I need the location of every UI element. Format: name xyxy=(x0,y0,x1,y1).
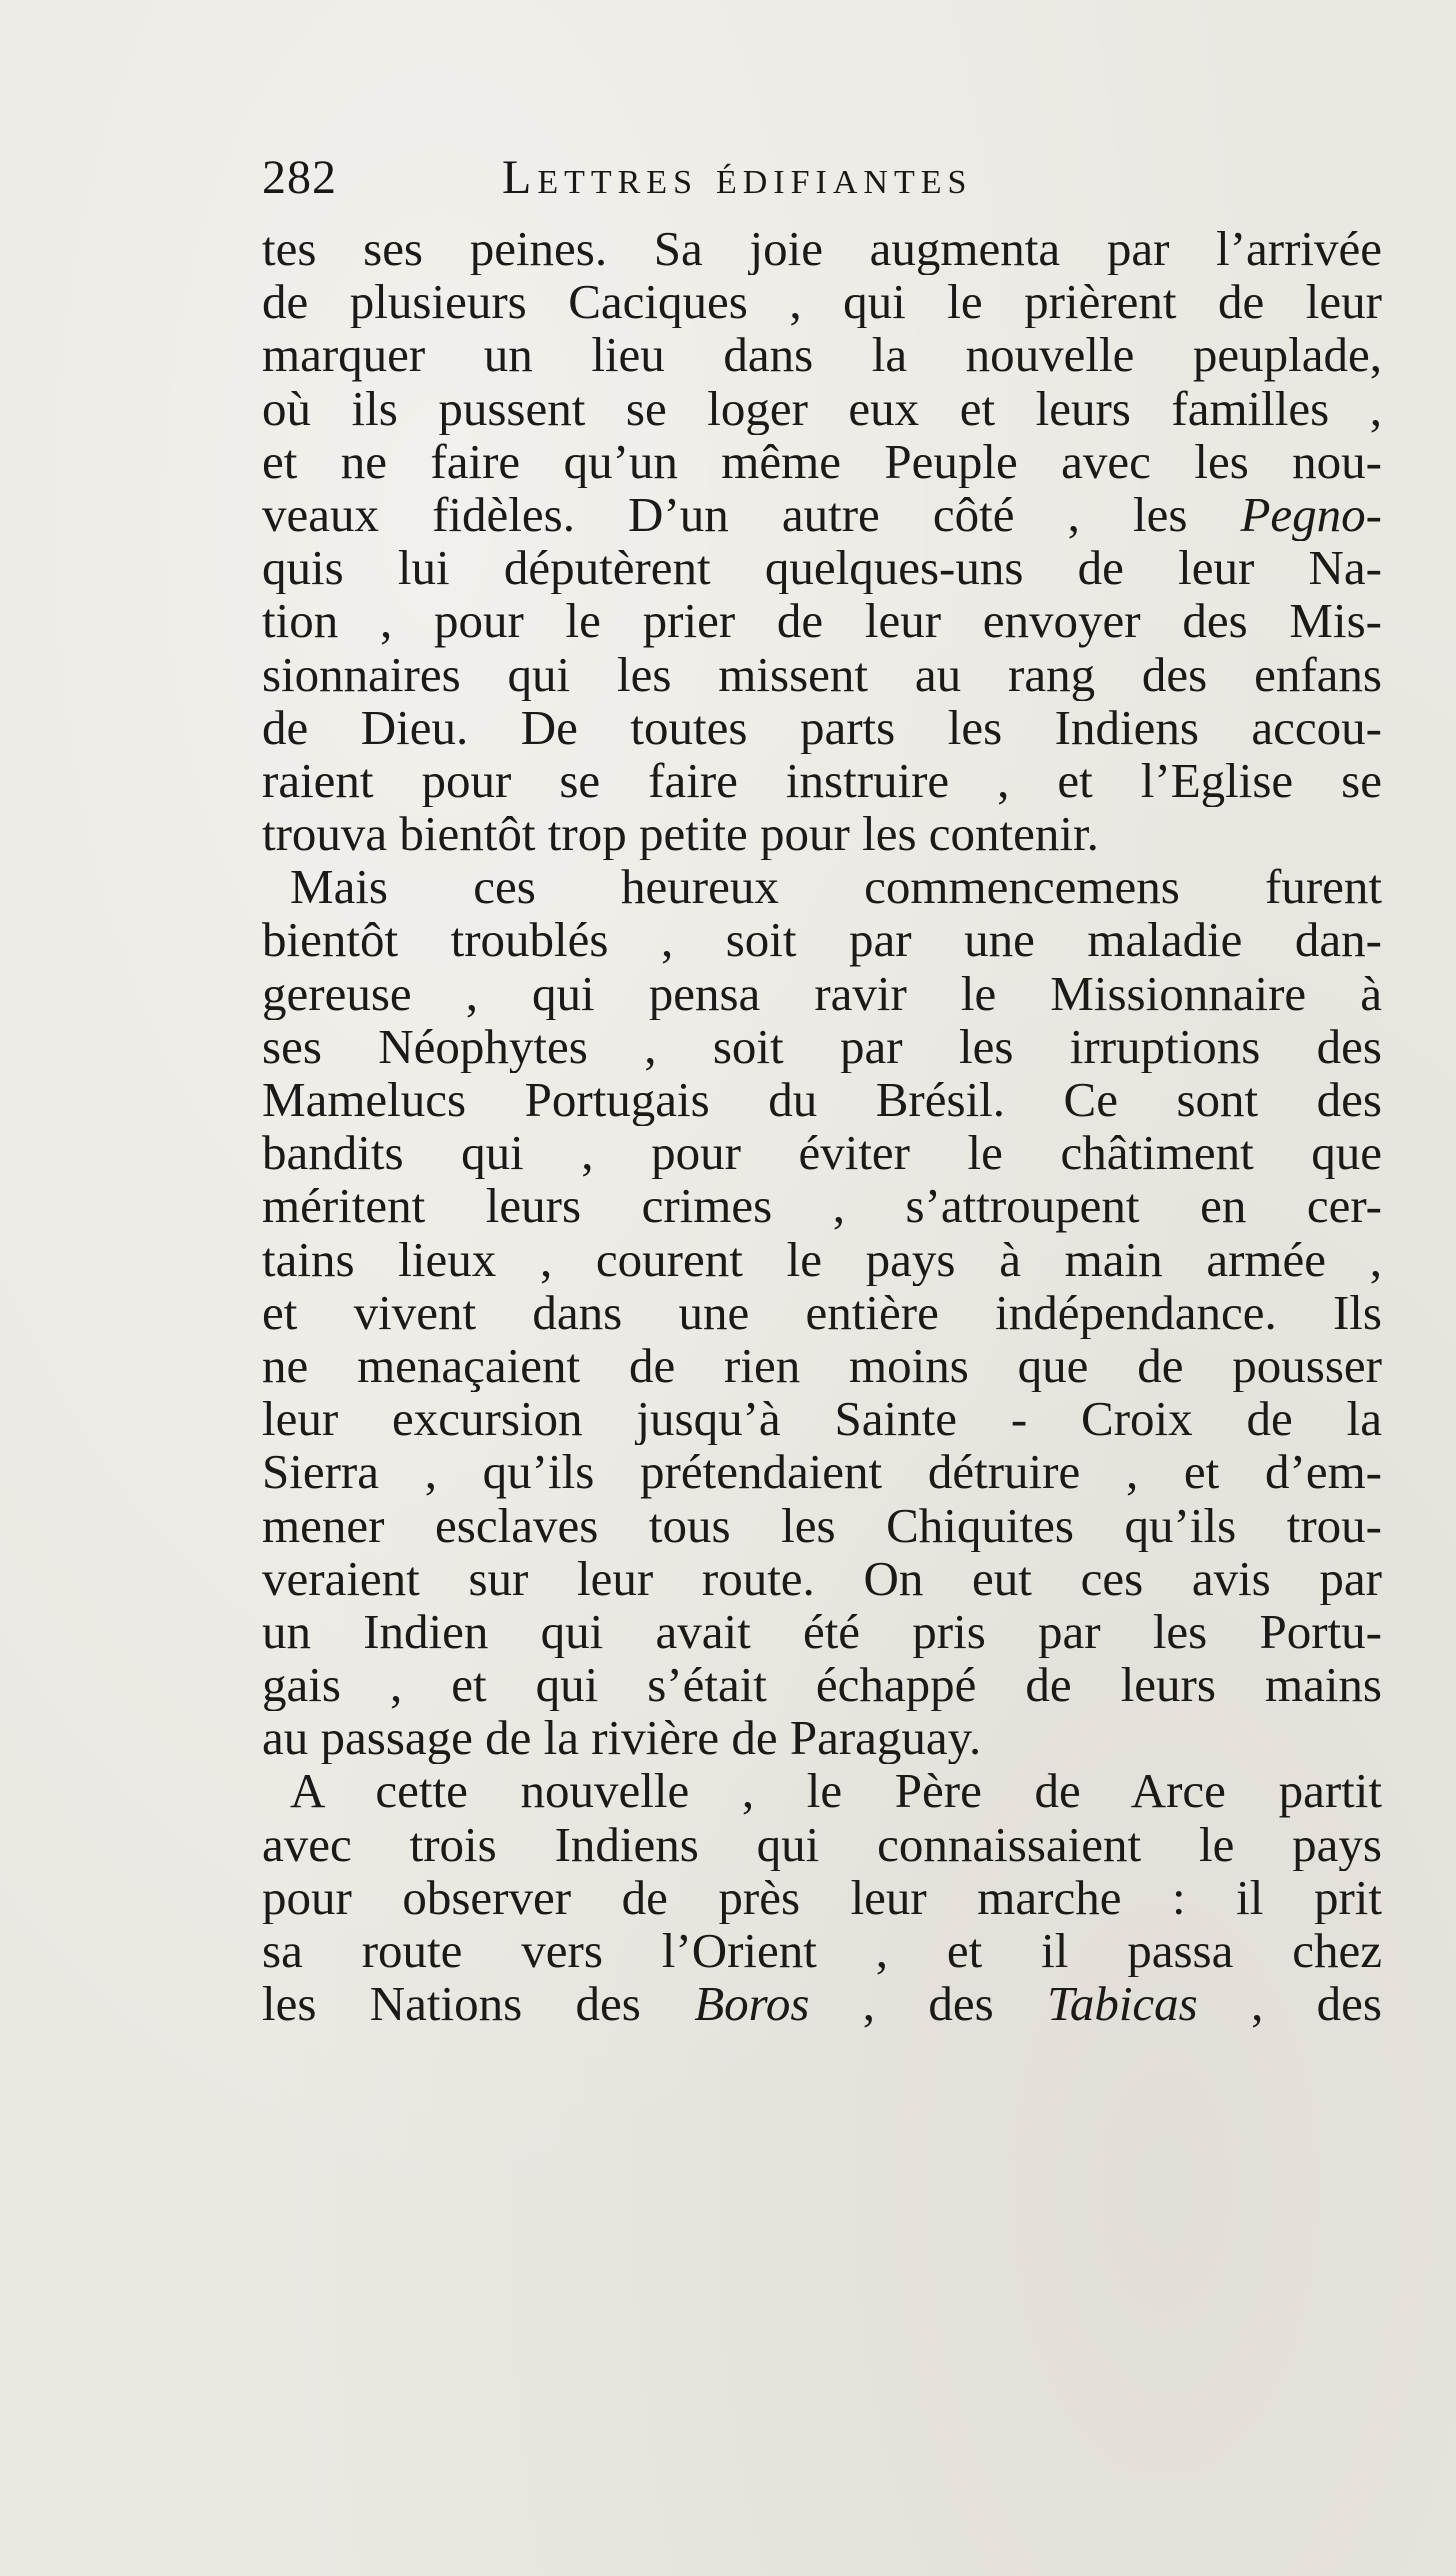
text-line: bientôt troublés , soit par une maladie dan- xyxy=(262,913,1382,967)
text-line: et vivent dans une entière indépendance. Ils xyxy=(262,1285,1382,1339)
text-line: trouva bientôt trop petite pour les contenir. xyxy=(262,807,1099,861)
line-text: , des xyxy=(809,1977,1048,2031)
italic-word-pegno: Pegno- xyxy=(1240,487,1382,542)
text-line: un Indien qui avait été pris par les Portu- xyxy=(262,1604,1382,1659)
text-line: raient pour se faire instruire , et l’Eglise se xyxy=(262,753,1382,808)
page-number: 282 xyxy=(262,151,337,204)
text-line: tains lieux , courent le pays à main armée , xyxy=(262,1232,1382,1286)
text-line: mener esclaves tous les Chiquites qu’ils trou- xyxy=(262,1498,1382,1552)
text-line: A cette nouvelle , le Père de Arce partit xyxy=(290,1764,1382,1818)
text-line: tes ses peines. Sa joie augmenta par l’arrivée xyxy=(262,222,1382,276)
running-title: Lettres édifiantes xyxy=(502,151,973,204)
text-line: de plusieurs Caciques , qui le prièrent de leur xyxy=(262,275,1382,329)
italic-word-tabicas: Tabicas xyxy=(1047,1977,1198,2031)
line-text: , des xyxy=(1197,1977,1382,2031)
text-line-with-italics xyxy=(262,1977,1382,2030)
text-line: Mais ces heureux commencemens furent xyxy=(290,860,1382,914)
text-line: ne menaçaient de rien moins que de pousser xyxy=(262,1338,1382,1393)
text-line: Mamelucs Portugais du Brésil. Ce sont des xyxy=(262,1073,1382,1127)
text-line: bandits qui , pour éviter le châtiment que xyxy=(262,1126,1382,1180)
text-line: pour observer de près leur marche : il prit xyxy=(262,1870,1382,1924)
text-line: et ne faire qu’un même Peuple avec les nou- xyxy=(262,434,1382,488)
text-line: tion , pour le prier de leur envoyer des Mis- xyxy=(262,594,1382,648)
text-line: Sierra , qu’ils prétendaient détruire , et d’em- xyxy=(262,1445,1382,1499)
line-text: veaux fidèles. D’un autre côté , les xyxy=(262,487,1241,542)
text-line: sa route vers l’Orient , et il passa chez xyxy=(262,1924,1382,1978)
italic-word-boros: Boros xyxy=(694,1977,810,2031)
body-text xyxy=(262,222,1382,2030)
text-line: gereuse , qui pensa ravir le Missionnaire à xyxy=(262,966,1382,1020)
text-line: gais , et qui s’était échappé de leurs mains xyxy=(262,1658,1382,1712)
text-line: sionnaires qui les missent au rang des enfans xyxy=(262,647,1382,701)
text-line: leur excursion jusqu’à Sainte - Croix de la xyxy=(262,1392,1382,1446)
text-line: au passage de la rivière de Paraguay. xyxy=(262,1711,982,1765)
text-line: ses Néophytes , soit par les irruptions des xyxy=(262,1019,1382,1073)
text-line-with-italic xyxy=(262,488,1382,541)
text-line: marquer un lieu dans la nouvelle peuplade, xyxy=(262,328,1382,382)
text-line: de Dieu. De toutes parts les Indiens accou- xyxy=(262,700,1382,754)
text-line: veraient sur leur route. On eut ces avis par xyxy=(262,1551,1382,1605)
text-line: quis lui députèrent quelques-uns de leur Na- xyxy=(262,541,1382,595)
text-line: avec trois Indiens qui connaissaient le pays xyxy=(262,1817,1382,1871)
text-line: méritent leurs crimes , s’attroupent en cer- xyxy=(262,1179,1382,1233)
text-line: où ils pussent se loger eux et leurs familles , xyxy=(262,381,1382,435)
line-text: les Nations des xyxy=(262,1977,695,2031)
running-head xyxy=(262,150,1382,220)
